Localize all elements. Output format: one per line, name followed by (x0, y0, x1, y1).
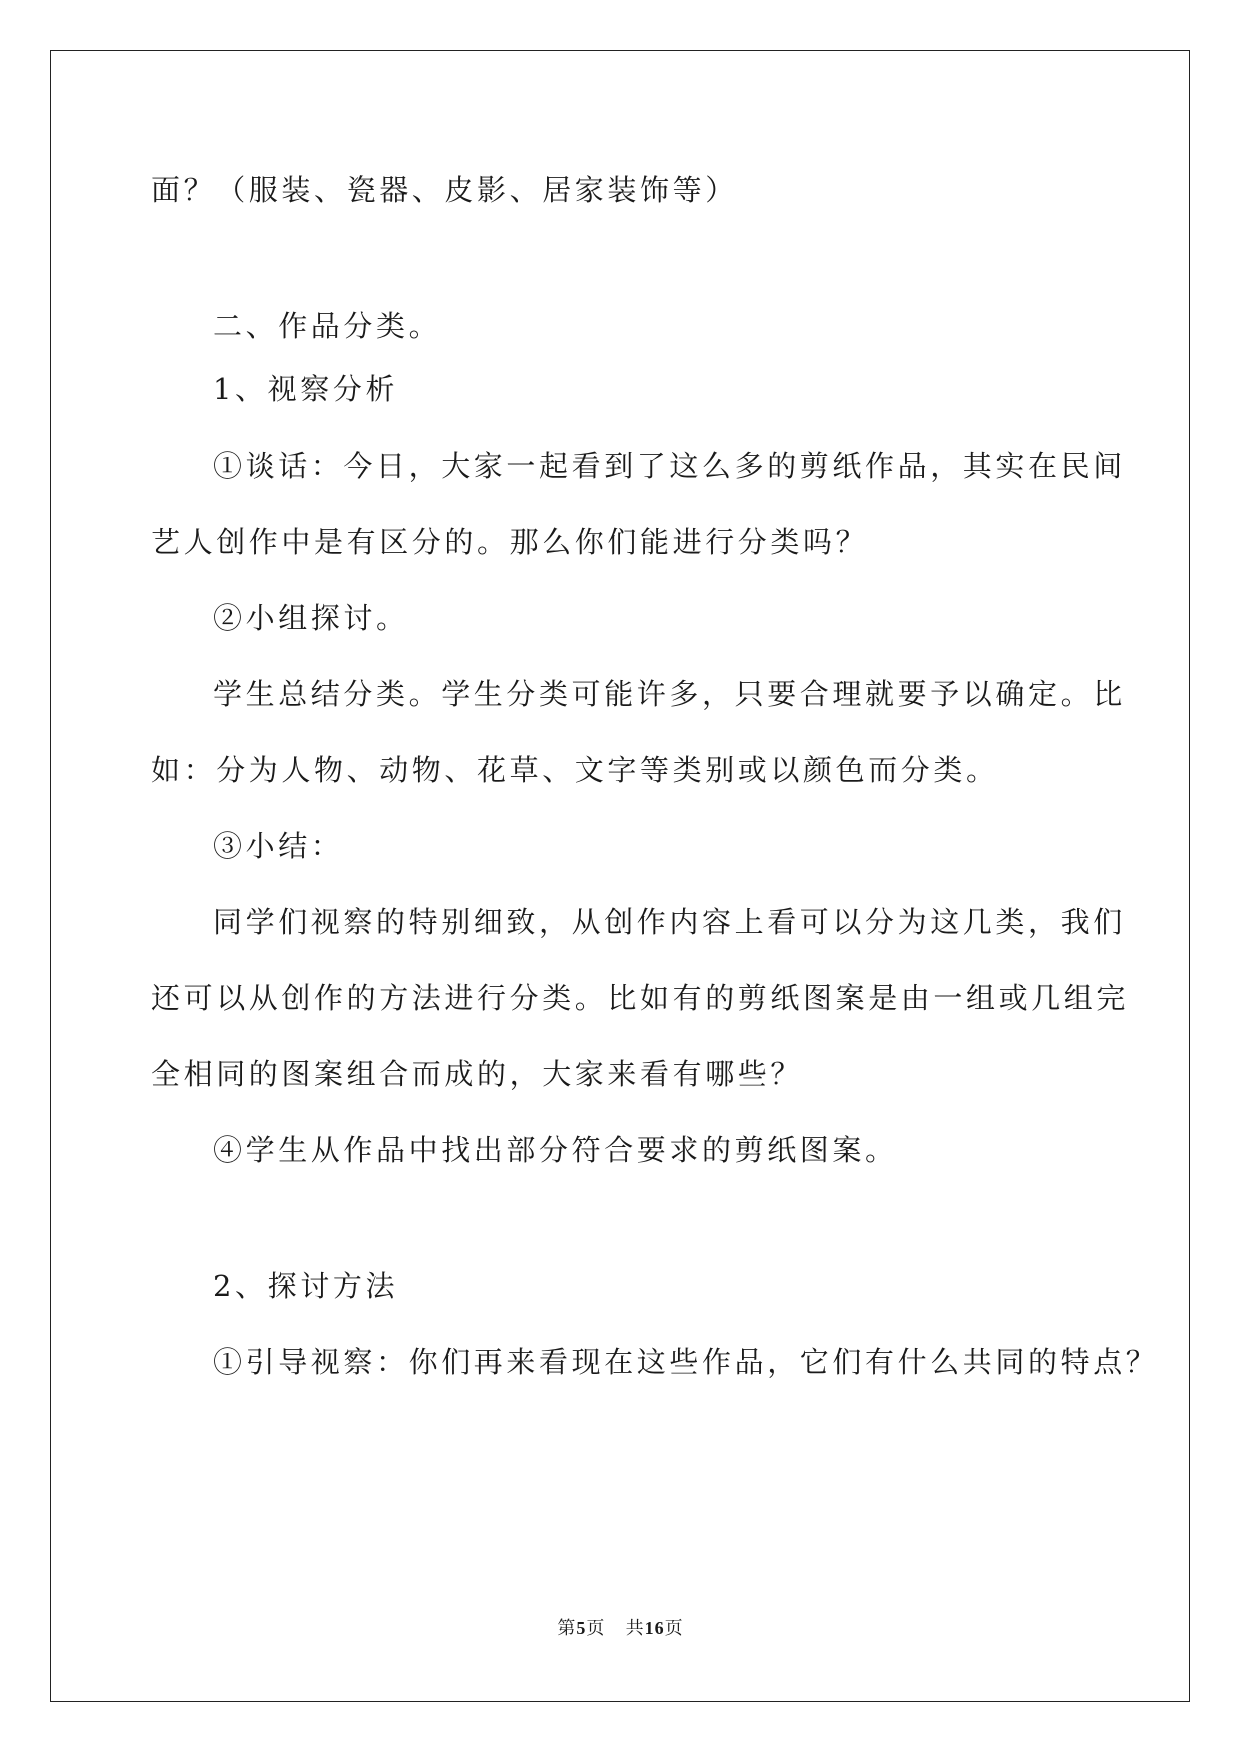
paragraph-line: 艺人创作中是有区分的。那么你们能进行分类吗？ (151, 525, 869, 559)
current-page-number: 5 (576, 1618, 587, 1638)
paragraph-line: ①谈话：今日，大家一起看到了这么多的剪纸作品，其实在民间 (213, 449, 1126, 483)
footer-total-prefix: 共 (625, 1618, 645, 1639)
paragraph-line: 学生总结分类。学生分类可能许多，只要合理就要予以确定。比 (213, 677, 1126, 711)
paragraph-line: 全相同的图案组合而成的，大家来看有哪些？ (151, 1057, 804, 1091)
subsection-heading: 1、视察分析 (213, 372, 399, 406)
paragraph-line: ④学生从作品中找出部分符合要求的剪纸图案。 (213, 1133, 898, 1167)
paragraph-line: 如：分为人物、动物、花草、文字等类别或以颜色而分类。 (151, 753, 999, 787)
total-pages-number: 16 (644, 1618, 665, 1638)
paragraph-line: 同学们视察的特别细致，从创作内容上看可以分为这几类，我们 (213, 905, 1126, 939)
paragraph-line: 还可以从创作的方法进行分类。比如有的剪纸图案是由一组或几组完 (151, 981, 1130, 1015)
text-line-continuation: 面？（服装、瓷器、皮影、居家装饰等） (151, 173, 738, 207)
paragraph-line: ②小组探讨。 (213, 601, 409, 635)
footer-total-unit: 页 (664, 1618, 684, 1639)
page-footer (0, 1617, 1241, 1640)
section-heading: 二、作品分类。 (213, 309, 442, 343)
paragraph-line: ③小结： (213, 829, 344, 863)
page-border (50, 50, 1190, 1702)
footer-prefix: 第 (557, 1618, 577, 1639)
footer-page-unit: 页 (586, 1618, 606, 1639)
subsection-heading: 2、探讨方法 (213, 1269, 399, 1303)
paragraph-line: ①引导视察：你们再来看现在这些作品，它们有什么共同的特点？ (213, 1345, 1159, 1379)
